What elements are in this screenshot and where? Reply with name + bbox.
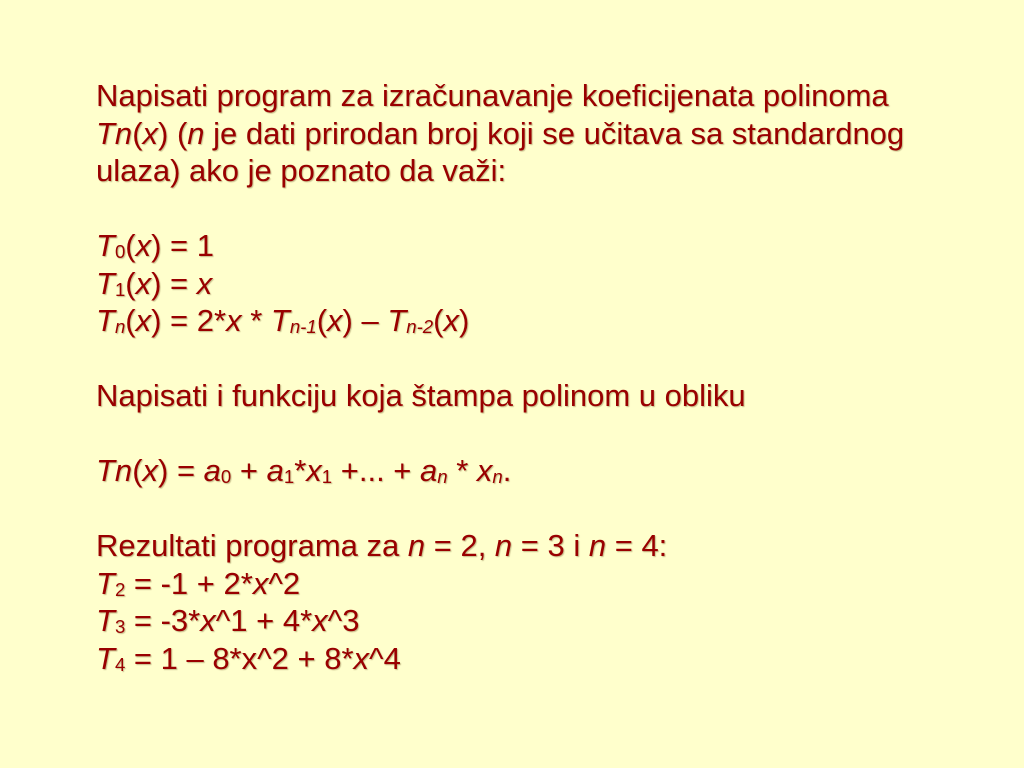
- italic-symbol: n: [407, 528, 426, 563]
- italic-symbol: T: [96, 303, 115, 338]
- text-segment: (: [132, 453, 143, 488]
- text-segment: ) (: [158, 115, 188, 151]
- subscript: 0: [114, 241, 126, 263]
- text-segment: ^3: [327, 603, 360, 638]
- italic-symbol: x: [135, 265, 152, 301]
- text-segment: ): [458, 303, 470, 338]
- italic-symbol: x: [200, 603, 216, 638]
- text-segment: (: [433, 303, 444, 338]
- subscript: 1: [114, 278, 126, 300]
- recurrence-t0: [96, 227, 1024, 265]
- text-segment: ) =: [158, 453, 204, 488]
- text-segment: *: [294, 453, 307, 488]
- italic-symbol: a: [203, 453, 221, 488]
- subscript: 1: [283, 466, 295, 488]
- italic-symbol: n: [588, 528, 607, 563]
- results-heading: [96, 527, 1024, 565]
- result-t2: [96, 565, 1024, 603]
- text-segment: = 1 – 8*x^2 + 8*: [125, 640, 354, 676]
- text-segment: ^2: [268, 565, 301, 601]
- text-segment: = 3 i: [512, 528, 589, 563]
- subscript: 4: [114, 653, 126, 675]
- italic-symbol: x: [476, 453, 493, 488]
- subscript: 3: [114, 616, 126, 638]
- italic-symbol: n: [494, 528, 513, 563]
- italic-symbol: Tn: [96, 453, 133, 488]
- text-segment: +: [231, 453, 267, 488]
- italic-symbol: T: [96, 265, 115, 301]
- text-segment: (: [132, 115, 143, 151]
- text-segment: Napisati program za izračunavanje koeficijenata polinoma: [96, 78, 889, 113]
- italic-symbol: T: [387, 303, 407, 338]
- text-segment: = 2,: [425, 528, 495, 563]
- blank-line: [96, 490, 1024, 528]
- result-t4: [96, 640, 1024, 678]
- text-segment: = 4:: [606, 528, 668, 563]
- italic-symbol: T: [96, 640, 115, 676]
- italic-symbol: a: [266, 453, 284, 488]
- italic-symbol: T: [96, 603, 115, 638]
- text-segment: ^4: [369, 640, 401, 676]
- text-segment: ) = 2*: [151, 303, 227, 338]
- text-segment: *: [447, 453, 477, 488]
- text-segment: je dati prirodan broj koji se učitava sa standardnog: [204, 115, 905, 151]
- print-function-text: [96, 377, 1024, 415]
- text-segment: (: [125, 228, 136, 263]
- italic-symbol: x: [353, 640, 370, 676]
- italic-subscript: n-1: [289, 316, 317, 338]
- text-segment: *: [241, 303, 271, 338]
- italic-symbol: x: [135, 303, 152, 338]
- text-segment: (: [316, 303, 328, 338]
- text-segment: +... +: [332, 453, 421, 488]
- text-segment: (: [125, 265, 136, 301]
- italic-symbol: x: [312, 603, 328, 638]
- subscript: 0: [220, 466, 232, 488]
- italic-symbol: x: [135, 228, 152, 263]
- task-text-line-2: [96, 115, 1024, 153]
- italic-symbol: x: [252, 565, 269, 601]
- text-segment: = -1 + 2*: [125, 565, 253, 601]
- italic-subscript: n: [114, 316, 126, 338]
- italic-symbol: x: [306, 453, 322, 488]
- text-segment: = -3*: [125, 603, 201, 638]
- text-segment: Napisati i funkciju koja štampa polinom u obliku: [96, 378, 746, 413]
- blank-line: [96, 340, 1024, 378]
- task-text-line-3: [96, 152, 1024, 190]
- italic-symbol: x: [142, 115, 159, 151]
- text-segment: (: [125, 303, 136, 338]
- text-segment: ) –: [342, 303, 388, 338]
- text-segment: ^1 + 4*: [215, 603, 313, 638]
- subscript: 2: [114, 578, 126, 600]
- italic-subscript: n-2: [406, 316, 434, 338]
- recurrence-t1: [96, 265, 1024, 303]
- text-segment: ) = 1: [151, 228, 215, 263]
- blank-line: [96, 415, 1024, 453]
- italic-symbol: x: [196, 265, 213, 301]
- italic-symbol: Tn: [96, 115, 133, 151]
- italic-subscript: n: [437, 466, 448, 488]
- italic-symbol: n: [187, 115, 205, 151]
- italic-subscript: n: [492, 466, 503, 488]
- text-segment: ulaza) ako je poznato da važi:: [96, 153, 507, 188]
- text-segment: Rezultati programa za: [96, 528, 408, 563]
- italic-symbol: T: [270, 303, 290, 338]
- blank-line: [96, 190, 1024, 228]
- task-text-line-1: [96, 77, 1024, 115]
- italic-symbol: x: [226, 303, 242, 338]
- polynomial-form: [96, 452, 1024, 490]
- italic-symbol: T: [96, 565, 115, 601]
- text-segment: ) =: [151, 265, 197, 301]
- recurrence-tn: [96, 302, 1024, 340]
- italic-symbol: x: [443, 303, 459, 338]
- text-segment: .: [502, 453, 512, 488]
- italic-symbol: T: [96, 228, 115, 263]
- italic-symbol: x: [142, 453, 159, 488]
- subscript: 1: [321, 466, 333, 488]
- result-t3: [96, 602, 1024, 640]
- italic-symbol: x: [327, 303, 343, 338]
- italic-symbol: a: [420, 453, 438, 488]
